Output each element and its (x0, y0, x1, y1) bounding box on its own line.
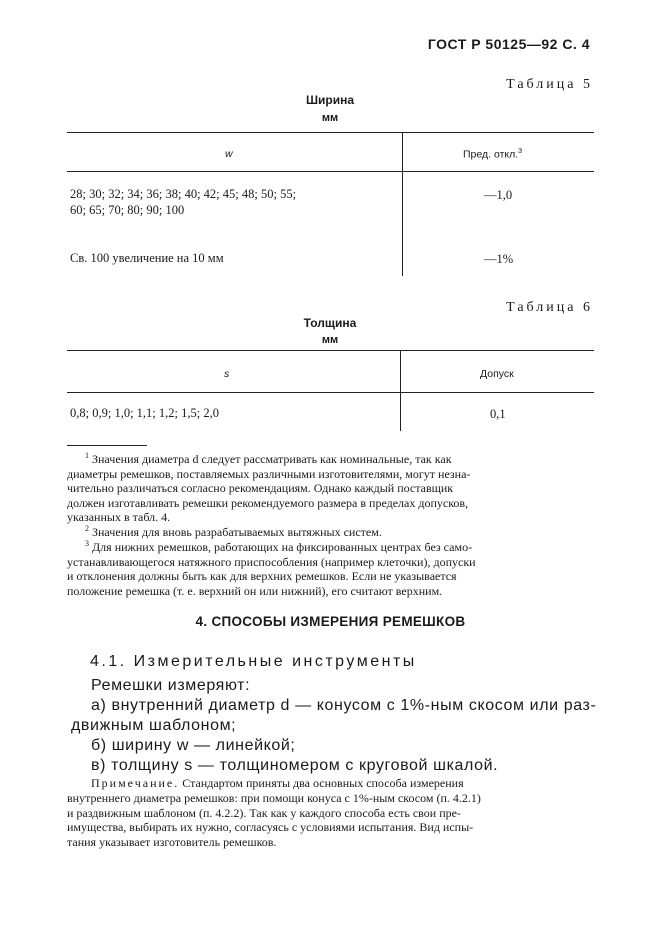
footnote-1 (67, 449, 587, 525)
footnote-ref-3: 3 (518, 148, 523, 155)
footnote-1-mark: 1 (85, 451, 89, 460)
table5-row2-deviation: —1% (484, 252, 514, 266)
footnote-3 (67, 537, 587, 598)
table5-header-w: w (225, 148, 233, 160)
table6-number: Таблица 6 (506, 300, 593, 315)
table5-number: Таблица 5 (506, 77, 593, 92)
table6-row1-tolerance: 0,1 (490, 407, 506, 421)
table6-top-rule (67, 350, 594, 351)
note-line-5: тания указывает изготовитель ремешков. (67, 835, 277, 850)
page-header: ГОСТ Р 50125—92 С. 4 (427, 36, 590, 52)
footnote-1-line-4: должен изготавливать ремешки рекомендуемого размера в пределах допусков, (67, 495, 469, 510)
table6-header-rule (67, 392, 594, 393)
section-title: 4. СПОСОБЫ ИЗМЕРЕНИЯ РЕМЕШКОВ (195, 614, 466, 629)
measurement-intro: Ремешки измеряют: (91, 677, 251, 694)
table6-unit: мм (321, 334, 339, 346)
footnote-1-line-3: чительно различаться согласно рекомендациям. Однако каждый поставщик (67, 481, 454, 496)
footnote-3-mark: 3 (85, 539, 89, 548)
footnote-3-text-1: Для нижних ремешков, работающих на фиксированных центрах без само- (92, 540, 473, 554)
table6-header-s: s (224, 368, 230, 380)
footnote-3-line-4: положение ремешка (т. е. верхний он или нижний), его считают верхним. (67, 583, 443, 598)
measurement-item-c: в) толщину s — толщиномером с круговой шкалой. (91, 757, 499, 774)
table6-row1-values: 0,8; 0,9; 1,0; 1,1; 1,2; 1,5; 2,0 (70, 406, 219, 420)
note-text-1: Стандартом приняты два основных способа измерения (182, 776, 464, 790)
footnote-2-mark: 2 (85, 524, 89, 533)
measurement-list (71, 676, 597, 776)
table5-top-rule (67, 132, 594, 133)
footnote-1-line-5: указанных в табл. 4. (67, 510, 171, 525)
footnote-1-text-1: Значения диаметра d следует рассматривать как номинальные, так как (92, 452, 452, 466)
measurement-item-a-cont: движным шаблоном; (71, 717, 237, 734)
table5-column-divider (402, 132, 403, 276)
table5-header-rule (67, 171, 594, 172)
footnote-1-line-1 (67, 449, 587, 467)
measurement-item-a: а) внутренний диаметр d — конусом с 1%-ным скосом или раз- (91, 697, 597, 714)
footnote-3-line-3: и отклонения должны быть как для верхних ремешков. Если не указывается (67, 569, 457, 584)
table5-unit: мм (321, 112, 339, 124)
table5-title: Ширина (305, 93, 355, 107)
table5-row2-values: Св. 100 увеличение на 10 мм (70, 251, 224, 265)
table5-row1-line2: 60; 65; 70; 80; 90; 100 (70, 203, 185, 217)
subsection-title: 4.1. Измерительные инструменты (90, 653, 417, 670)
note-line-1 (67, 776, 587, 791)
note-line-2: внутреннего диаметра ремешков: при помощи конуса с 1%-ным скосом (п. 4.2.1) (67, 790, 481, 805)
footnote-3-line-2: устанавливающегося натяжного приспособления (например клеточки), допуски (67, 554, 476, 569)
footnote-3-line-1 (67, 537, 587, 555)
table6-header-tolerance: Допуск (480, 368, 514, 380)
table6-title: Толщина (303, 316, 357, 330)
table5-row1-values (70, 186, 395, 218)
section-note (67, 776, 587, 850)
measurement-item-b: б) ширину w — линейкой; (91, 737, 296, 754)
footnote-1-line-2: диаметры ремешков, поставляемых различными изготовителями, могут незна- (67, 466, 471, 481)
table5-header-deviation-text: Пред. откл. (463, 148, 519, 161)
note-line-4: имущества, выбирать их нужно, согласуясь с условиями испытания. Вид испы- (67, 820, 474, 835)
note-label: Примечание. (91, 776, 180, 790)
table5-row1-line1: 28; 30; 32; 34; 36; 38; 40; 42; 45; 48; 50; 55; (70, 187, 297, 201)
table6-column-divider (400, 350, 401, 431)
footnote-separator (67, 445, 147, 446)
table5-row1-deviation: —1,0 (484, 188, 513, 202)
table5-header-deviation (463, 148, 522, 161)
note-line-3: и раздвижным шаблоном (п. 4.2.2). Так как у каждого способа есть свои пре- (67, 805, 461, 820)
footnote-2-text-1: Значения для вновь разрабатываемых вытяжных систем. (92, 525, 382, 539)
